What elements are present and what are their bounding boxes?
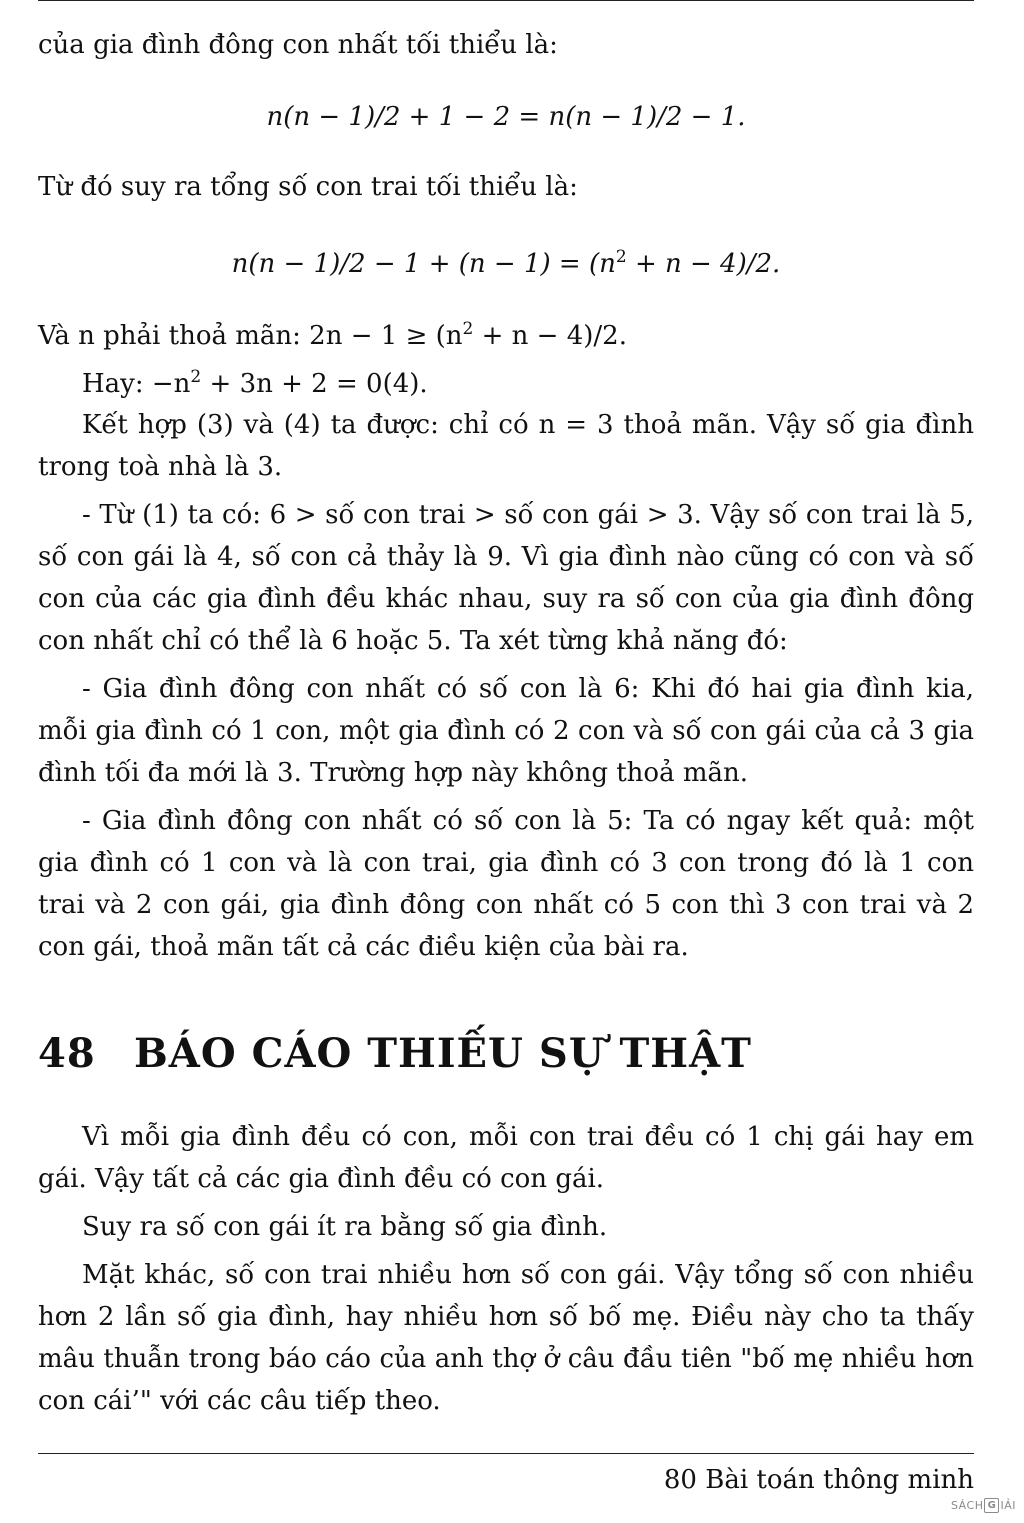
section-paragraph-3: Mặt khác, số con trai nhiều hơn số con gái. Vậy tổng số con nhiều hơn 2 lần số gia đình, hay nhiều hơn số bố mẹ. Điều này cho ta thấy mâu thuẫn trong báo cáo của anh thợ ở câu đầu tiên "bố mẹ nhiều hơn con cái’" với các câu tiếp theo.: [38, 1260, 974, 1416]
paragraph-5: Kết hợp (3) và (4) ta được: chỉ có n = 3 thoả mãn. Vậy số gia đình trong toà nhà là 3.: [38, 410, 974, 482]
watermark-left: SÁCH: [951, 1499, 984, 1512]
equation-2-part-b: + n − 4)/2.: [626, 249, 781, 279]
section-heading: [38, 1026, 974, 1082]
paragraph-8: - Gia đình đông con nhất có số con là 5: Ta có ngay kết quả: một gia đình có 1 con và là con trai, gia đình có 3 con trong đó là 1 con trai và 2 con gái, gia đình đông con nhất có 5 con thì 3 con trai và 2 con gái, thoả mãn tất cả các điều kiện của bài ra.: [38, 806, 974, 962]
paragraph-2: Từ đó suy ra tổng số con trai tối thiểu là:: [38, 172, 578, 202]
paragraph-4-part-b: + 3n + 2 = 0(4).: [201, 369, 428, 399]
section-paragraph-1: Vì mỗi gia đình đều có con, mỗi con trai đều có 1 chị gái hay em gái. Vậy tất cả các gia đình đều có con gái.: [38, 1122, 974, 1194]
paragraph-3-part-a: Và n phải thoả mãn: 2n − 1 ≥ (n: [38, 321, 463, 351]
footer-book-title: 80 Bài toán thông minh: [663, 1465, 974, 1495]
paragraph-1: của gia đình đông con nhất tối thiểu là:: [38, 30, 558, 60]
paragraph-3-superscript: 2: [462, 319, 474, 339]
watermark-g-icon: G: [984, 1498, 999, 1513]
watermark-right: IẢI: [1000, 1499, 1016, 1512]
paragraph-4: [38, 356, 974, 405]
paragraph-6: - Từ (1) ta có: 6 > số con trai > số con gái > 3. Vậy số con trai là 5, số con gái là 4, số con cả thảy là 9. Vì gia đình nào cũng có con và số con của các gia đình đều khác nhau, suy ra số con của gia đình đông con nhất chỉ có thể là 6 hoặc 5. Ta xét từng khả năng đó:: [38, 500, 974, 656]
section-paragraph-2: Suy ra số con gái ít ra bằng số gia đình.: [82, 1212, 608, 1242]
paragraph-7: - Gia đình đông con nhất có số con là 6: Khi đó hai gia đình kia, mỗi gia đình có 1 con, một gia đình có 2 con và số con gái của cả 3 gia đình tối đa mới là 3. Trường hợp này không thoả mãn.: [38, 674, 974, 788]
section-number: 48: [38, 1030, 96, 1077]
paragraph-3: [38, 308, 974, 357]
paragraph-4-superscript: 2: [190, 367, 202, 387]
equation-2-superscript: 2: [615, 247, 627, 267]
equation-1: n(n − 1)/2 + 1 − 2 = n(n − 1)/2 − 1.: [266, 102, 746, 132]
bottom-rule: [38, 1453, 974, 1454]
paragraph-4-part-a: Hay: −n: [82, 369, 191, 399]
watermark-logo: [951, 1498, 1016, 1513]
top-rule: [38, 0, 974, 1]
section-title: BÁO CÁO THIẾU SỰ THẬT: [134, 1030, 752, 1077]
equation-2: [38, 236, 974, 285]
equation-2-part-a: n(n − 1)/2 − 1 + (n − 1) = (n: [231, 249, 616, 279]
paragraph-3-part-b: + n − 4)/2.: [473, 321, 627, 351]
